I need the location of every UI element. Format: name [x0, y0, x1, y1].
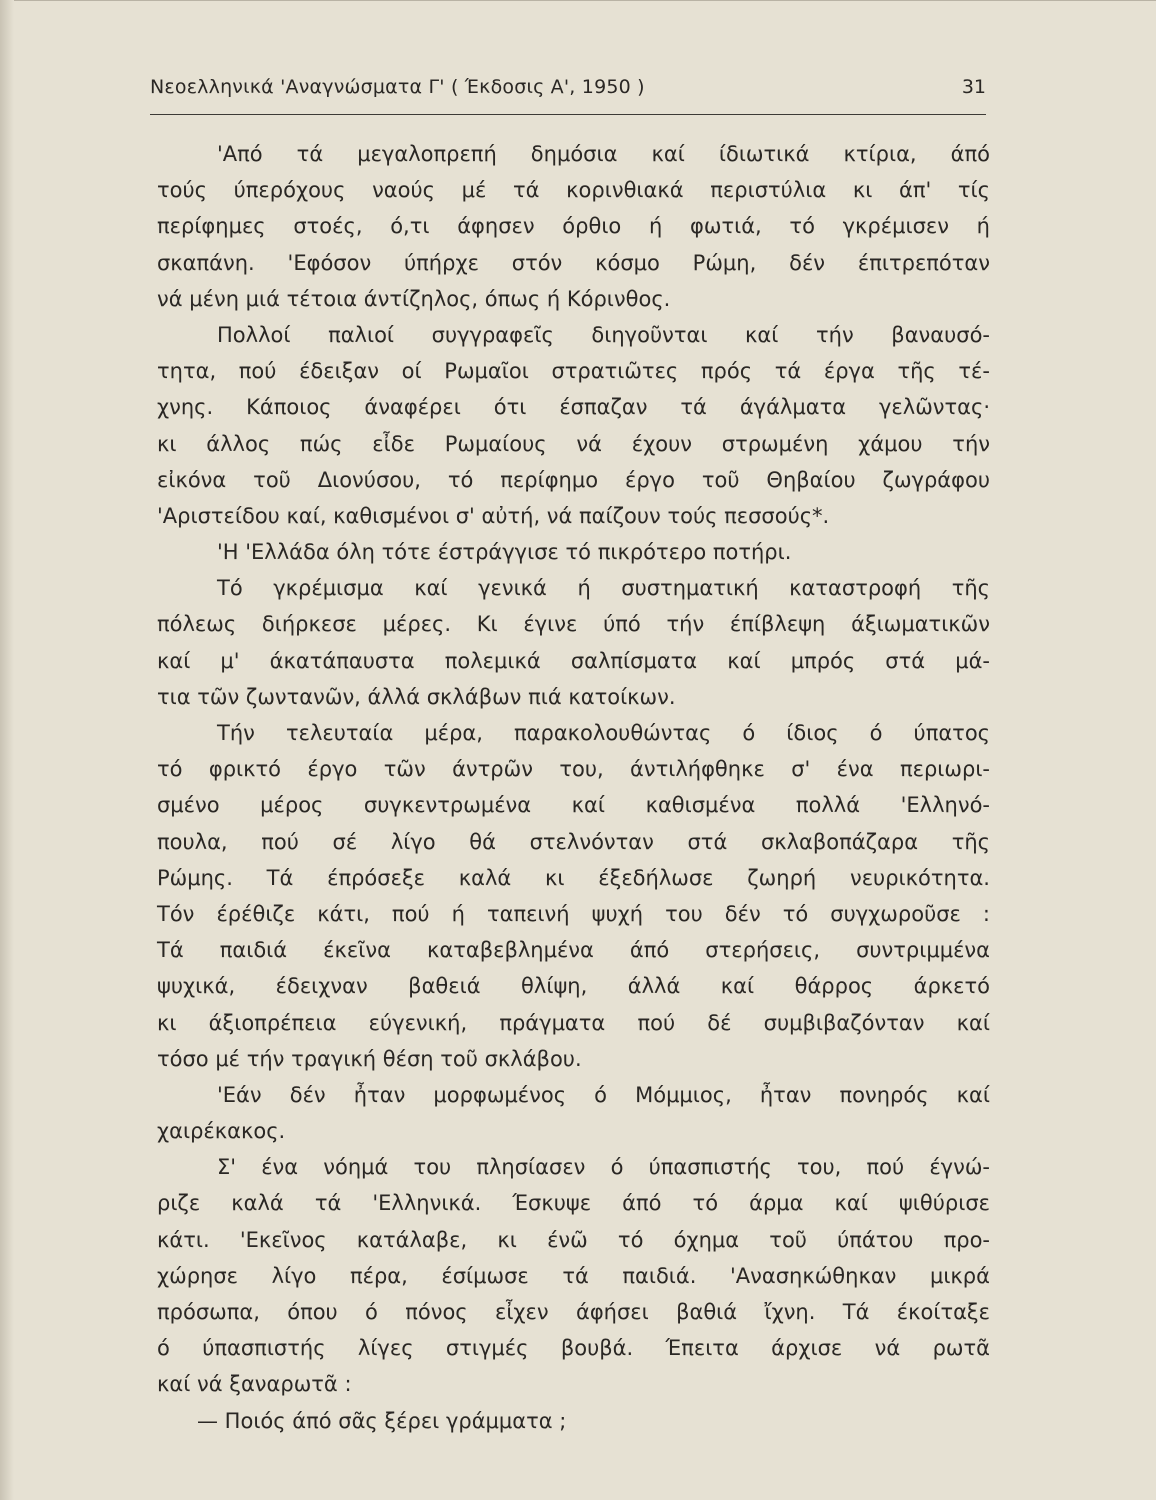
text-line: καί μ' άκατάπαυστα πολεμικά σαλπίσματα καί μπρός στά μά- [157, 648, 990, 673]
text-line: τούς ύπερόχους ναούς μέ τά κορινθιακά περιστύλια κι άπ' τίς [157, 178, 990, 203]
text-line: Τό γκρέμισμα καί γενικά ή συστηματική καταστροφή τῆς [217, 576, 990, 601]
text-line: πρόσωπα, όπου ό πόνος εἶχεν άφήσει βαθιά ἴχνη. Τά έκοίταξε [157, 1300, 990, 1324]
text-line: 'Εάν δέν ἦταν μορφωμένος ό Μόμμιος, ἦταν πονηρός καί [217, 1082, 990, 1107]
text-line: 'Αριστείδου καί, καθισμένοι σ' αὐτή, νά παίζουν τούς πεσσούς*. [157, 503, 830, 528]
text-line: ριζε καλά τά 'Ελληνικά. Έσκυψε άπό τό άρμα καί ψιθύρισε [157, 1191, 990, 1216]
text-line: Πολλοί παλιοί συγγραφεῖς διηγοῦνται καί τήν βαναυσό- [217, 322, 990, 347]
text-line: ψυχικά, έδειχναν βαθειά θλίψη, άλλά καί θάρρος άρκετό [157, 974, 990, 999]
text-line: χνης. Κάποιος άναφέρει ότι έσπαζαν τά άγάλματα γελῶντας· [157, 395, 990, 420]
page-header [150, 76, 986, 106]
page-top-edge [0, 0, 1156, 1]
text-line: κι άλλος πώς εἶδε Ρωμαίους νά έχουν στρωμένη χάμου τήν [157, 431, 990, 456]
binding-shadow [0, 0, 14, 1500]
text-line: 'Η 'Ελλάδα όλη τότε έστράγγισε τό πικρότερο ποτήρι. [217, 540, 792, 565]
body-text [157, 136, 990, 1439]
running-head: Νεοελληνικά 'Αναγνώσματα Γ' ( Έκδοσις Α', 1950 ) [150, 76, 645, 98]
text-line: χώρησε λίγο πέρα, έσίμωσε τά παιδιά. 'Ανασηκώθηκαν μικρά [157, 1263, 990, 1288]
text-line: Τόν έρέθιζε κάτι, πού ή ταπεινή ψυχή του δέν τό συγχωροῦσε : [157, 901, 990, 926]
text-line: κι άξιοπρέπεια εύγενική, πράγματα πού δέ συμβιβαζόνταν καί [157, 1010, 990, 1035]
text-line: πουλα, πού σέ λίγο θά στελνόνταν στά σκλαβοπάζαρα τῆς [157, 829, 990, 854]
header-rule [150, 114, 986, 115]
text-line: Τά παιδιά έκεῖνα καταβεβλημένα άπό στερήσεις, συντριμμένα [157, 938, 990, 963]
text-line: τια τῶν ζωντανῶν, άλλά σκλάβων πιά κατοίκων. [157, 684, 676, 709]
page-number: 31 [961, 76, 986, 98]
text-line: τόσο μέ τήν τραγική θέση τοῦ σκλάβου. [157, 1046, 582, 1071]
text-line: πόλεως διήρκεσε μέρες. Κι έγινε ύπό τήν έπίβλεψη άξιωματικῶν [157, 612, 990, 637]
text-line: νά μένη μιά τέτοια άντίζηλος, όπως ή Κόρινθος. [157, 286, 671, 311]
text-line: τό φρικτό έργο τῶν άντρῶν του, άντιλήφθηκε σ' ένα περιωρι- [157, 757, 990, 782]
text-line: Σ' ένα νόημά του πλησίασεν ό ύπασπιστής του, πού έγνώ- [217, 1155, 990, 1180]
text-line: καί νά ξαναρωτᾶ : [157, 1372, 352, 1397]
text-line: περίφημες στοές, ό,τι άφησεν όρθιο ή φωτιά, τό γκρέμισεν ή [157, 214, 990, 239]
text-line: Ρώμης. Τά έπρόσεξε καλά κι έξεδήλωσε ζωηρή νευρικότητα. [157, 865, 990, 890]
text-line: σκαπάνη. 'Εφόσον ύπήρχε στόν κόσμο Ρώμη, δέν έπιτρεπόταν [157, 250, 990, 275]
dialogue-line: — Ποιός άπό σᾶς ξέρει γράμματα ; [197, 1408, 567, 1433]
text-line: σμένο μέρος συγκεντρωμένα καί καθισμένα πολλά 'Ελληνό- [157, 793, 990, 818]
text-line: εἰκόνα τοῦ Διονύσου, τό περίφημο έργο τοῦ Θηβαίου ζωγράφου [157, 467, 990, 492]
text-line: χαιρέκακος. [157, 1119, 286, 1144]
text-line: τητα, πού έδειξαν οί Ρωμαῖοι στρατιῶτες πρός τά έργα τῆς τέ- [157, 359, 990, 384]
text-line: 'Από τά μεγαλοπρεπή δημόσια καί ίδιωτικά κτίρια, άπό [217, 142, 990, 166]
text-line: ό ύπασπιστής λίγες στιγμές βουβά. Έπειτα άρχισε νά ρωτᾶ [157, 1336, 990, 1361]
text-line: κάτι. 'Εκεῖνος κατάλαβε, κι ένῶ τό όχημα τοῦ ύπάτου προ- [157, 1227, 990, 1252]
text-line: Τήν τελευταία μέρα, παρακολουθώντας ό ίδιος ό ύπατος [217, 721, 990, 745]
